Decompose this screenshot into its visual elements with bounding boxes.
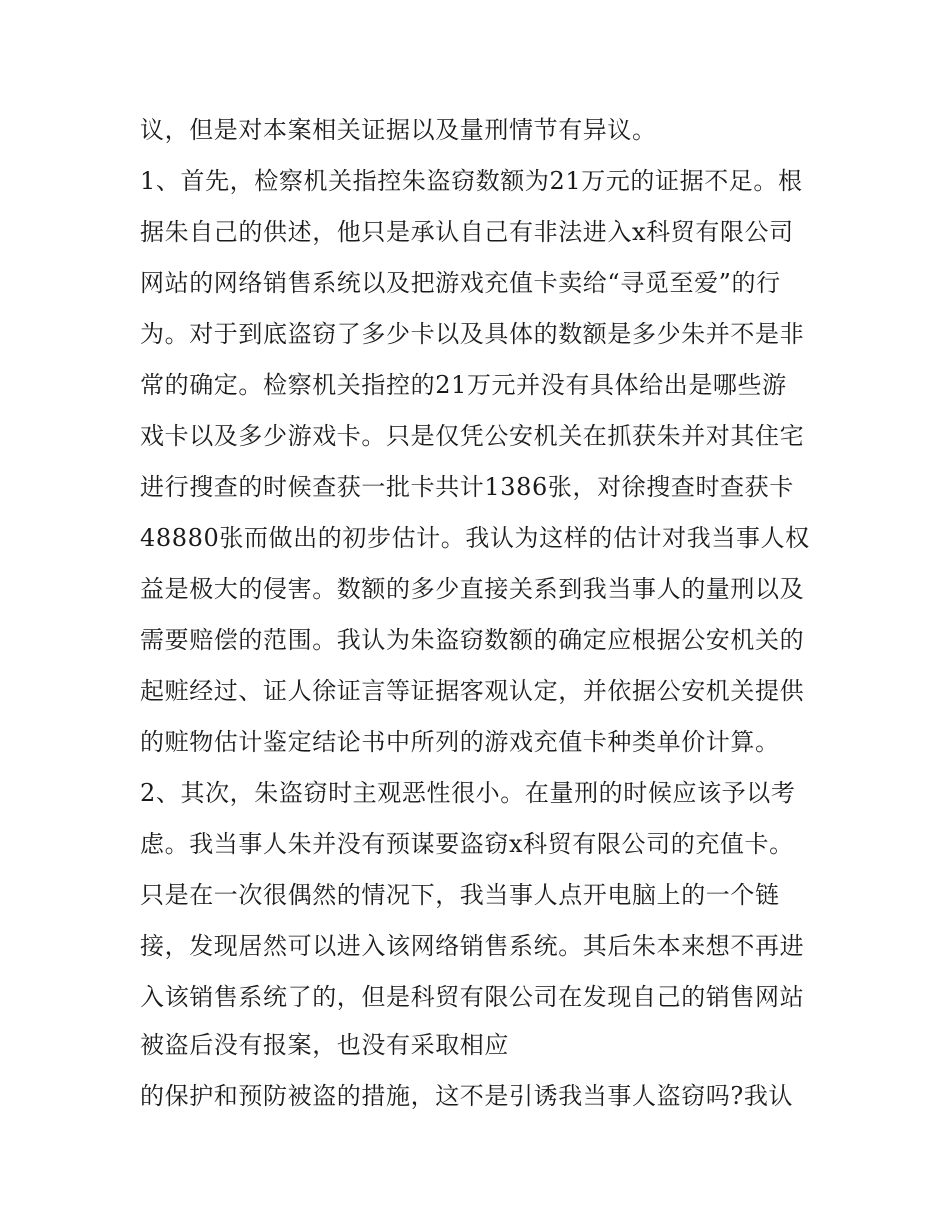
text-line: 需要赔偿的范围。我认为朱盗窃数额的确定应根据公安机关的 xyxy=(140,626,805,654)
text-line: 起赃经过、证人徐证言等证据客观认定，并依据公安机关提供 xyxy=(140,677,805,705)
text-line: 戏卡以及多少游戏卡。只是仅凭公安机关在抓获朱并对其住宅 xyxy=(140,422,805,450)
text-line: 常的确定。检察机关指控的21万元并没有具体给出是哪些游 xyxy=(140,371,787,399)
text-line: 进行搜查的时候查获一批卡共计1386张，对徐搜查时查获卡 xyxy=(140,473,794,501)
text-line: 被盗后没有报案，也没有采取相应 xyxy=(140,1031,509,1059)
text-line: 为。对于到底盗窃了多少卡以及具体的数额是多少朱并不是非 xyxy=(140,320,805,348)
text-line: 议，但是对本案相关证据以及量刑情节有异议。 xyxy=(140,116,657,144)
text-line: 2、其次，朱盗窃时主观恶性很小。在量刑的时候应该予以考 xyxy=(140,779,796,807)
text-line: 入该销售系统了的，但是科贸有限公司在发现自己的销售网站 xyxy=(140,983,805,1011)
text-line: 只是在一次很偶然的情况下，我当事人点开电脑上的一个链 xyxy=(140,881,780,909)
text-line: 据朱自己的供述，他只是承认自己有非法进入x科贸有限公司 xyxy=(140,218,794,246)
text-line: 接，发现居然可以进入该网络销售系统。其后朱本来想不再进 xyxy=(140,932,805,960)
text-line: 虑。我当事人朱并没有预谋要盗窃x科贸有限公司的充值卡。 xyxy=(140,830,794,858)
text-line: 益是极大的侵害。数额的多少直接关系到我当事人的量刑以及 xyxy=(140,575,805,603)
text-line: 的保护和预防被盗的措施，这不是引诱我当事人盗窃吗?我认 xyxy=(140,1082,794,1110)
text-line: 1、首先，检察机关指控朱盗窃数额为21万元的证据不足。根 xyxy=(140,167,803,195)
text-line: 网站的网络销售系统以及把游戏充值卡卖给“寻觅至爱”的行 xyxy=(140,269,781,297)
text-line: 48880张而做出的初步估计。我认为这样的估计对我当事人权 xyxy=(140,524,810,552)
text-line: 的赃物估计鉴定结论书中所列的游戏充值卡种类单价计算。 xyxy=(140,728,780,756)
